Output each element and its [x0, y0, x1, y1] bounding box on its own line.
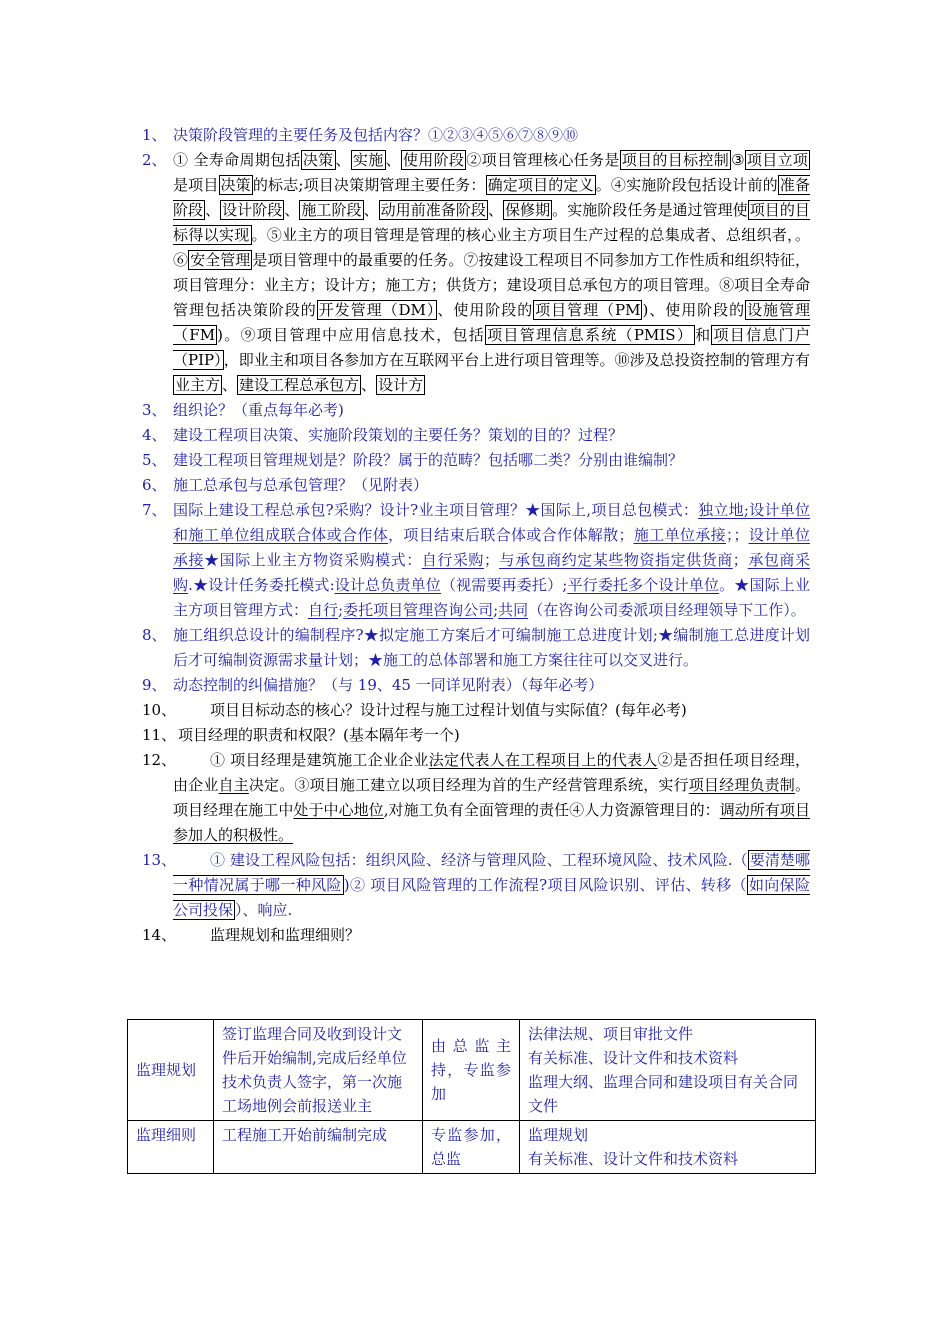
underlined-term: 施工单位承接: [633, 526, 727, 544]
underlined-term: 与承包商约定某些物资指定供货商: [499, 551, 733, 569]
basis-line: 监理规划: [528, 1126, 589, 1144]
item-text: ① 全寿命周期包括 决策 、 实施 、 使用阶段 ②项目管理核心任务是 项目的目标控制 ③ 项目立项是项目 决策 的标志;项目决策期管理主要任务： 确定项目的定义 。④实施阶段包括设计前的 准备阶段 、 设计阶段 、 施工阶段 、 动用前准备阶段 、 保修期 。实施阶段任务是通过管理使 项目的目标得以实现 。⑤业主方的项目管理是管理的核心业主方项目生产过程的总集成者、总组织者，。⑥ 安全管理 是项目管理中的最重要的任务。⑦按建设工程项目不同参加方工作性质和组织特征，项目管理分：业主方；设计方；施工方；供货方；建设项目总承包方的项目管理。⑧项目全寿命管理包括决策阶段的 开发管理（DM） 、使用阶段的 项目管理（PM )、使用阶段的 设施管理（FM )。⑨项目管理中应用信息技术，包括 项目管理信息系统（PMIS） 和 项目信息门户（PIP） ，即业主和项目各参加方在互联网平台上进行项目管理等。⑩涉及总投资控制的管理方有业主方 、 建设工程总承包方 、 设计方: [173, 151, 810, 394]
boxed-term: 动用前准备阶段: [380, 201, 486, 219]
underlined-term: 承包商采购: [173, 551, 810, 594]
boxed-term: 决策: [302, 151, 334, 169]
item-number: 13、: [142, 851, 177, 869]
boxed-term: 安全管理: [190, 251, 251, 269]
item-12: [142, 748, 810, 848]
table-cell: [520, 1121, 816, 1174]
boxed-term: 使用阶段: [402, 151, 465, 169]
item-11: [142, 723, 810, 748]
item-number: 6、: [142, 476, 167, 494]
item-8: [142, 623, 810, 673]
boxed-term: 要清楚哪一种情况属于哪一种风险: [173, 851, 810, 894]
item-text: 建设工程项目管理规划是？阶段？属于的范畴？包括哪二类？分别由谁编制？: [173, 451, 684, 469]
question-list: [142, 123, 810, 948]
item-number: 9、: [142, 676, 167, 694]
boxed-term: 项目信息门户（PIP）: [173, 326, 810, 369]
table-cell: 监理规划: [128, 1020, 214, 1121]
item-1: [142, 123, 810, 148]
basis-line: 监理大纲、监理合同和建设项目有关合同文件: [528, 1073, 799, 1115]
item-text: 国际上建设工程总承包?采购？设计?业主项目管理？★国际上,项目总包模式：独立地;设计单位和施工单位组成联合体或合作体，项目结束后联合体或合作体解散；施工单位承接；；设计单位承接★国际上业主方物资采购模式：自行采购；与承包商约定某些物资指定供货商；承包商采购.★设计任务委托模式:设计总负责单位（视需要再委托）;平行委托多个设计单位。★国际上业主方项目管理方式：自行;委托项目管理咨询公司;共同（在咨询公司委派项目经理领导下工作）。: [173, 501, 810, 619]
table-row: [128, 1121, 816, 1174]
boxed-term: 保修期: [504, 201, 551, 219]
boxed-term: 项目管理信息系统（PMIS）: [487, 326, 694, 344]
item-9: [142, 673, 810, 698]
item-number: 11、: [142, 726, 177, 744]
item-6: [142, 473, 810, 498]
boxed-term: 设计方: [378, 376, 424, 394]
underlined-term: 共同: [498, 601, 529, 619]
item-number: 7、: [142, 501, 167, 519]
underlined-term: 法定代表人在工程项目上的代表人: [428, 751, 658, 769]
underlined-term: 委托项目管理咨询公司: [343, 601, 494, 619]
underlined-term: 自行: [308, 601, 339, 619]
item-text: ① 建设工程风险包括：组织风险、经济与管理风险、工程环境风险、技术风险.（ 要清楚哪一种情况属于哪一种风险 )② 项目风险管理的工作流程?项目风险识别、评估、转移（ 如向保险公司投保 ）、响应.: [173, 851, 810, 919]
item-text: ① 项目经理是建筑施工企业企业法定代表人在工程项目上的代表人②是否担任项目经理，由企业自主决定。③项目施工建立以项目经理为首的生产经营管理系统，实行项目经理负责制。项目经理在施工中处于中心地位,对施工负有全面管理的责任④人力资源管理目的：调动所有项目参加人的积极性。: [173, 751, 810, 844]
boxed-term: 确定项目的定义: [487, 176, 594, 194]
item-number: 8、: [142, 626, 167, 644]
boxed-term: 施工阶段: [301, 201, 362, 219]
item-number: 4、: [142, 426, 167, 444]
boxed-term: 建设工程总承包方: [239, 376, 360, 394]
item-text: 建设工程项目决策、实施阶段策划的主要任务？策划的目的？过程？: [173, 426, 624, 444]
table-cell: 监理细则: [128, 1121, 214, 1174]
table-cell: [520, 1020, 816, 1121]
boxed-term: 项目管理（PM: [535, 301, 641, 319]
item-7: [142, 498, 810, 623]
item-text: 施工组织总设计的编制程序?★拟定施工方案后才可编制施工总进度计划;★编制施工总进度计划后才可编制资源需求量计划；★施工的总体部署和施工方案往往可以交叉进行。: [173, 626, 810, 669]
boxed-term: 项目的目标控制: [621, 151, 730, 169]
table-cell: 签订监理合同及收到设计文件后开始编制,完成后经单位技术负责人签字，第一次施工场地例会前报送业主: [214, 1020, 423, 1121]
item-5: [142, 448, 810, 473]
item-number: 2、: [142, 151, 167, 169]
item-13: [142, 848, 810, 923]
underlined-term: 调动所有项目参加人的积极性。: [173, 801, 810, 844]
table-cell: 专监参加，总监: [423, 1121, 520, 1174]
item-text: 项目经理的职责和权限？(基本隔年考一个): [178, 726, 460, 744]
item-4: [142, 423, 810, 448]
underlined-term: 处于中心地位: [293, 801, 384, 819]
item-number: 1、: [142, 126, 167, 144]
table-cell: 由总监主持，专监参加: [423, 1020, 520, 1121]
item-text: 项目目标动态的核心？设计过程与施工过程计划值与实际值？(每年必考): [210, 701, 687, 719]
boxed-term: 项目立项: [746, 151, 808, 169]
item-text: 决策阶段管理的主要任务及包括内容？①②③④⑤⑥⑦⑧⑨⑩: [173, 126, 579, 144]
item-3: [142, 398, 810, 423]
underlined-term: 自主: [218, 776, 249, 794]
item-number: 5、: [142, 451, 167, 469]
basis-line: 法律法规、项目审批文件: [528, 1025, 694, 1043]
item-number: 10、: [142, 701, 177, 719]
boxed-term: 实施: [352, 151, 384, 169]
underlined-term: 设计总负责单位: [334, 576, 441, 594]
underlined-term: 自行采购: [421, 551, 484, 569]
item-10: [142, 698, 810, 723]
item-number: 12、: [142, 751, 177, 769]
boxed-term: 设施管理（FM: [173, 301, 810, 344]
boxed-term: 设计阶段: [222, 201, 283, 219]
underlined-term: 项目经理负责制: [688, 776, 795, 794]
underlined-term: 设计单位承接: [173, 526, 810, 569]
boxed-term: 开发管理（DM）: [318, 301, 436, 319]
boxed-term: 如向保险公司投保: [173, 876, 810, 919]
underlined-term: 平行委托多个设计单位: [567, 576, 720, 594]
supervision-table: [127, 1019, 816, 1174]
table-row: [128, 1020, 816, 1121]
boxed-term: 项目的目标得以实现: [173, 201, 810, 244]
table-cell: 工程施工开始前编制完成: [214, 1121, 423, 1174]
boxed-term: 业主方: [175, 376, 221, 394]
basis-line: 有关标准、设计文件和技术资料: [528, 1150, 739, 1168]
item-text: 施工总承包与总承包管理？（见附表）: [173, 476, 429, 494]
item-number: 3、: [142, 401, 167, 419]
basis-line: 有关标准、设计文件和技术资料: [528, 1049, 739, 1067]
boxed-term: 决策: [220, 176, 251, 194]
item-2: [142, 148, 810, 398]
item-14: [142, 923, 810, 948]
item-text: 组织论？（重点每年必考): [173, 401, 344, 419]
item-text: 动态控制的纠偏措施？（与 19、45 一同详见附表）（每年必考）: [173, 676, 604, 694]
item-number: 14、: [142, 926, 177, 944]
underlined-term: 独立地;设计单位和施工单位组成联合体或合作体: [173, 501, 810, 544]
boxed-term: 准备阶段: [173, 176, 810, 219]
item-text: 监理规划和监理细则？: [210, 926, 361, 944]
